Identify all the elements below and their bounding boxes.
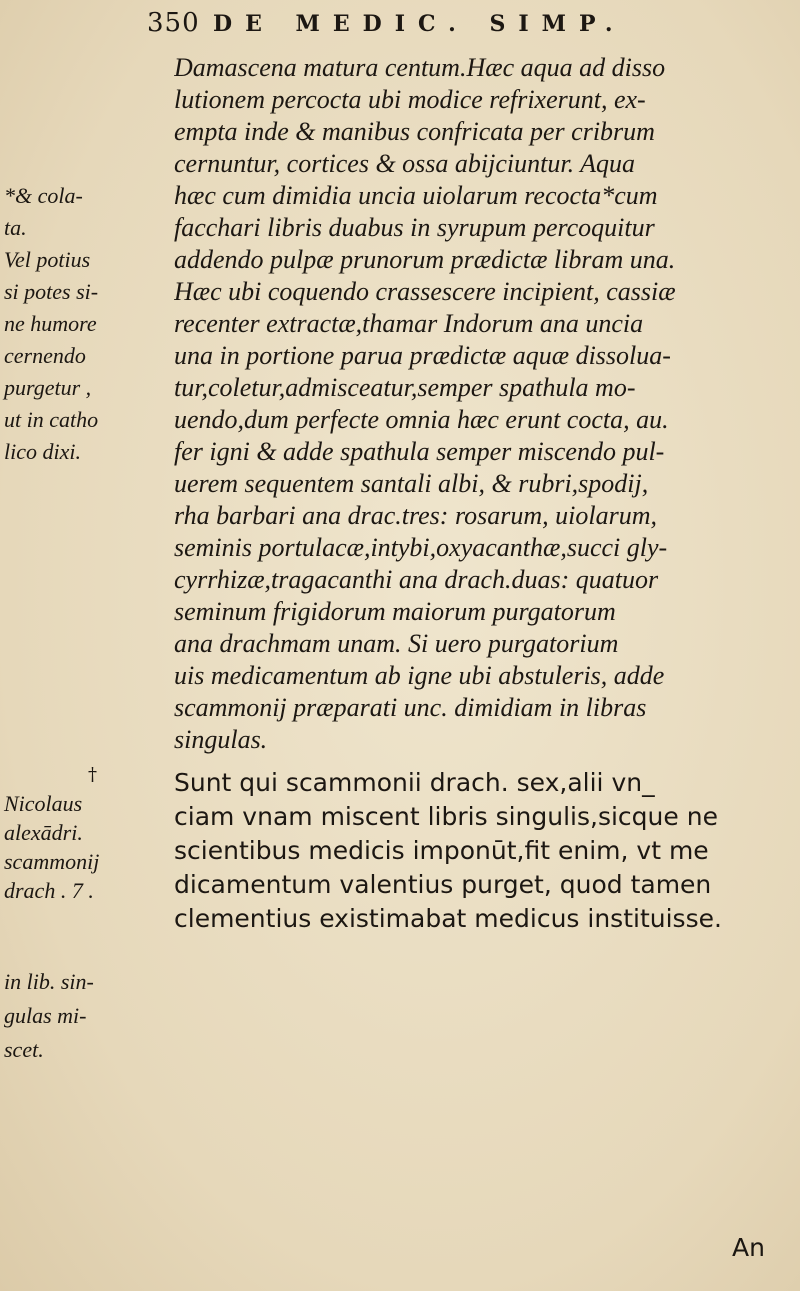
text-line: cernuntur, cortices & ossa abijciuntur. Aqua	[174, 149, 636, 178]
text-line: uerem sequentem santali albi, & rubri,spodij,	[174, 469, 649, 498]
catchword: An	[732, 1233, 765, 1262]
margin-line: Nicolaus	[4, 791, 83, 816]
running-head: DE MEDIC. SIMP.	[213, 11, 626, 37]
roman-text-line: Sunt qui scammonii drach. sex,alii vn_	[174, 768, 655, 797]
margin-line: cernendo	[4, 343, 86, 368]
margin-line: scet.	[4, 1037, 44, 1062]
roman-text-line: clementius existimabat medicus instituisse.	[174, 904, 722, 933]
marginal-note-3	[4, 965, 170, 1067]
margin-line: lico dixi.	[4, 439, 81, 464]
margin-line: drach . 7 .	[4, 878, 94, 903]
margin-line: Vel potius	[4, 247, 91, 272]
text-line: rha barbari ana drac.tres: rosarum, uiolarum,	[174, 501, 657, 530]
text-line: una in portione parua prædictæ aquæ dissolua-	[174, 341, 671, 370]
text-line: cyrrhizæ,tragacanthi ana drach.duas: quatuor	[174, 565, 659, 594]
margin-line: gulas mi-	[4, 1003, 87, 1028]
text-line: hæc cum dimidia uncia uiolarum recocta*cum	[174, 181, 658, 210]
text-line: Hæc ubi coquendo crassescere incipient, cassiæ	[174, 277, 676, 306]
text-line: singulas.	[174, 725, 268, 754]
text-line: uendo,dum perfecte omnia hæc erunt cocta, au.	[174, 405, 669, 434]
roman-text-line: ciam vnam miscent libris singulis,sicque ne	[174, 802, 718, 831]
marginal-note-1	[4, 180, 170, 468]
text-line: seminis portulacæ,intybi,oxyacanthæ,succi gly-	[174, 533, 668, 562]
text-line: empta inde & manibus confricata per cribrum	[174, 117, 655, 146]
dagger-mark: †	[88, 764, 97, 785]
text-line: lutionem percocta ubi modice refrixerunt, ex-	[174, 85, 646, 114]
marginal-note-2	[4, 789, 170, 905]
margin-line: ut in catho	[4, 407, 99, 432]
text-line: uis medicamentum ab igne ubi abstuleris, adde	[174, 661, 665, 690]
text-line: tur,coletur,admisceatur,semper spathula mo-	[174, 373, 636, 402]
text-line: seminum frigidorum maiorum purgatorum	[174, 597, 616, 626]
page-number: 350	[147, 8, 200, 38]
margin-line: purgetur ,	[4, 375, 92, 400]
text-line: scammonij præparati unc. dimidiam in libras	[174, 693, 647, 722]
roman-text-line: dicamentum valentius purget, quod tamen	[174, 870, 712, 899]
margin-line: *& cola-	[4, 183, 83, 208]
text-line: recenter extractæ,thamar Indorum ana uncia	[174, 309, 644, 338]
text-line: fer igni & adde spathula semper miscendo pul-	[174, 437, 665, 466]
roman-text-line: scientibus medicis imponūt,fit enim, vt me	[174, 836, 709, 865]
margin-line: ne humore	[4, 311, 97, 336]
text-line: Damascena matura centum.Hæc aqua ad disso	[174, 53, 666, 82]
margin-line: si potes si-	[4, 279, 99, 304]
margin-line: scammonij	[4, 849, 100, 874]
text-line: facchari libris duabus in syrupum percoquitur	[174, 213, 655, 242]
text-line: addendo pulpæ prunorum prædictæ libram una.	[174, 245, 676, 274]
margin-line: ta.	[4, 215, 27, 240]
margin-line: alexādri.	[4, 820, 83, 845]
margin-line: in lib. sin-	[4, 969, 94, 994]
main-text-block	[174, 52, 774, 936]
text-line: ana drachmam unam. Si uero purgatorium	[174, 629, 619, 658]
